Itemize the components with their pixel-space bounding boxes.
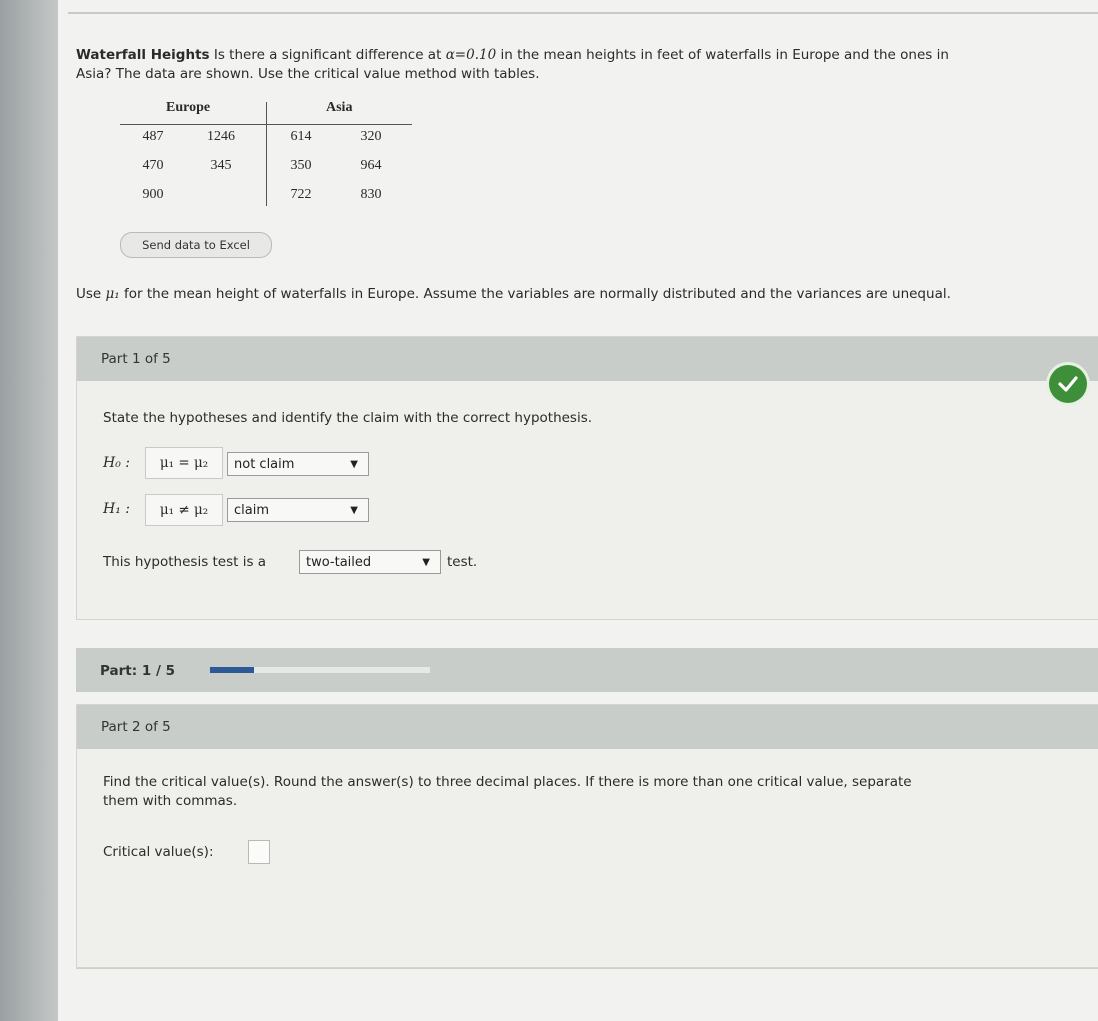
problem-statement (76, 46, 1096, 84)
instruction-text (76, 286, 1096, 302)
alpha-value: α=0.10 (445, 47, 497, 63)
problem-text-c: Asia? The data are shown. Use the critical value method with tables. (76, 66, 540, 82)
part-2-prompt-line1: Find the critical value(s). Round the answer(s) to three decimal places. If there is more than one critical value, separate (103, 774, 912, 790)
part-2-header (77, 705, 1098, 749)
top-divider (68, 12, 1098, 14)
table-column-rule (266, 102, 267, 206)
table-cell: 487 (142, 129, 164, 144)
part-2-title: Part 2 of 5 (101, 719, 171, 735)
h1-expression[interactable]: μ₁ ≠ μ₂ (145, 494, 223, 526)
dropdown-arrow-icon: ▼ (350, 459, 358, 470)
test-type-prefix: This hypothesis test is a (103, 554, 267, 570)
mu-symbol: μ₁ (105, 286, 120, 302)
table-cell: 830 (360, 187, 382, 202)
send-to-excel-button[interactable]: Send data to Excel (120, 232, 272, 258)
instruction-suffix: for the mean height of waterfalls in Europe. Assume the variables are normally distributed and the variances are unequal. (124, 286, 951, 302)
part-2-prompt (103, 773, 1063, 811)
part-1-panel (76, 336, 1098, 620)
left-margin (0, 0, 58, 1021)
part-1-prompt: State the hypotheses and identify the claim with the correct hypothesis. (103, 410, 593, 426)
problem-text-b: in the mean heights in feet of waterfalls in Europe and the ones in (500, 47, 949, 63)
table-cell: 345 (210, 158, 232, 173)
h0-claim-select[interactable] (227, 452, 369, 476)
problem-text-a: Is there a significant difference at (213, 47, 442, 63)
question-page (58, 0, 1098, 1021)
dropdown-arrow-icon: ▼ (422, 557, 430, 568)
part-1-title: Part 1 of 5 (101, 351, 171, 367)
part-2-panel (76, 704, 1098, 968)
europe-header: Europe (166, 100, 211, 115)
dropdown-arrow-icon: ▼ (350, 505, 358, 516)
h0-expression[interactable]: μ₁ = μ₂ (145, 447, 223, 479)
progress-bar (210, 667, 430, 673)
table-cell: 964 (360, 158, 382, 173)
h1-label: H₁ : (103, 501, 130, 517)
critical-value-input[interactable] (248, 840, 270, 864)
table-cell: 900 (142, 187, 164, 202)
part-2-prompt-line2: them with commas. (103, 793, 238, 809)
critical-value-label: Critical value(s): (103, 844, 214, 860)
bottom-divider (76, 968, 1098, 969)
h0-claim-value: not claim (234, 457, 295, 472)
problem-title: Waterfall Heights (76, 47, 210, 63)
test-type-select[interactable] (299, 550, 441, 574)
table-cell: 320 (360, 129, 382, 144)
progress-label: Part: 1 / 5 (100, 663, 175, 679)
h0-label: H₀ : (103, 455, 130, 471)
h1-claim-value: claim (234, 503, 270, 518)
part-1-header (77, 337, 1098, 381)
progress-band (76, 648, 1098, 692)
table-cell: 470 (142, 158, 164, 173)
table-cell: 350 (290, 158, 312, 173)
progress-fill (210, 667, 254, 673)
table-cell: 614 (290, 129, 312, 144)
test-type-value: two-tailed (306, 555, 372, 570)
h1-claim-select[interactable] (227, 498, 369, 522)
test-type-suffix: test. (447, 554, 478, 570)
instruction-prefix: Use (76, 286, 102, 302)
table-cell: 1246 (207, 129, 235, 144)
asia-header: Asia (326, 100, 353, 115)
check-icon (1049, 365, 1087, 403)
table-cell: 722 (290, 187, 312, 202)
